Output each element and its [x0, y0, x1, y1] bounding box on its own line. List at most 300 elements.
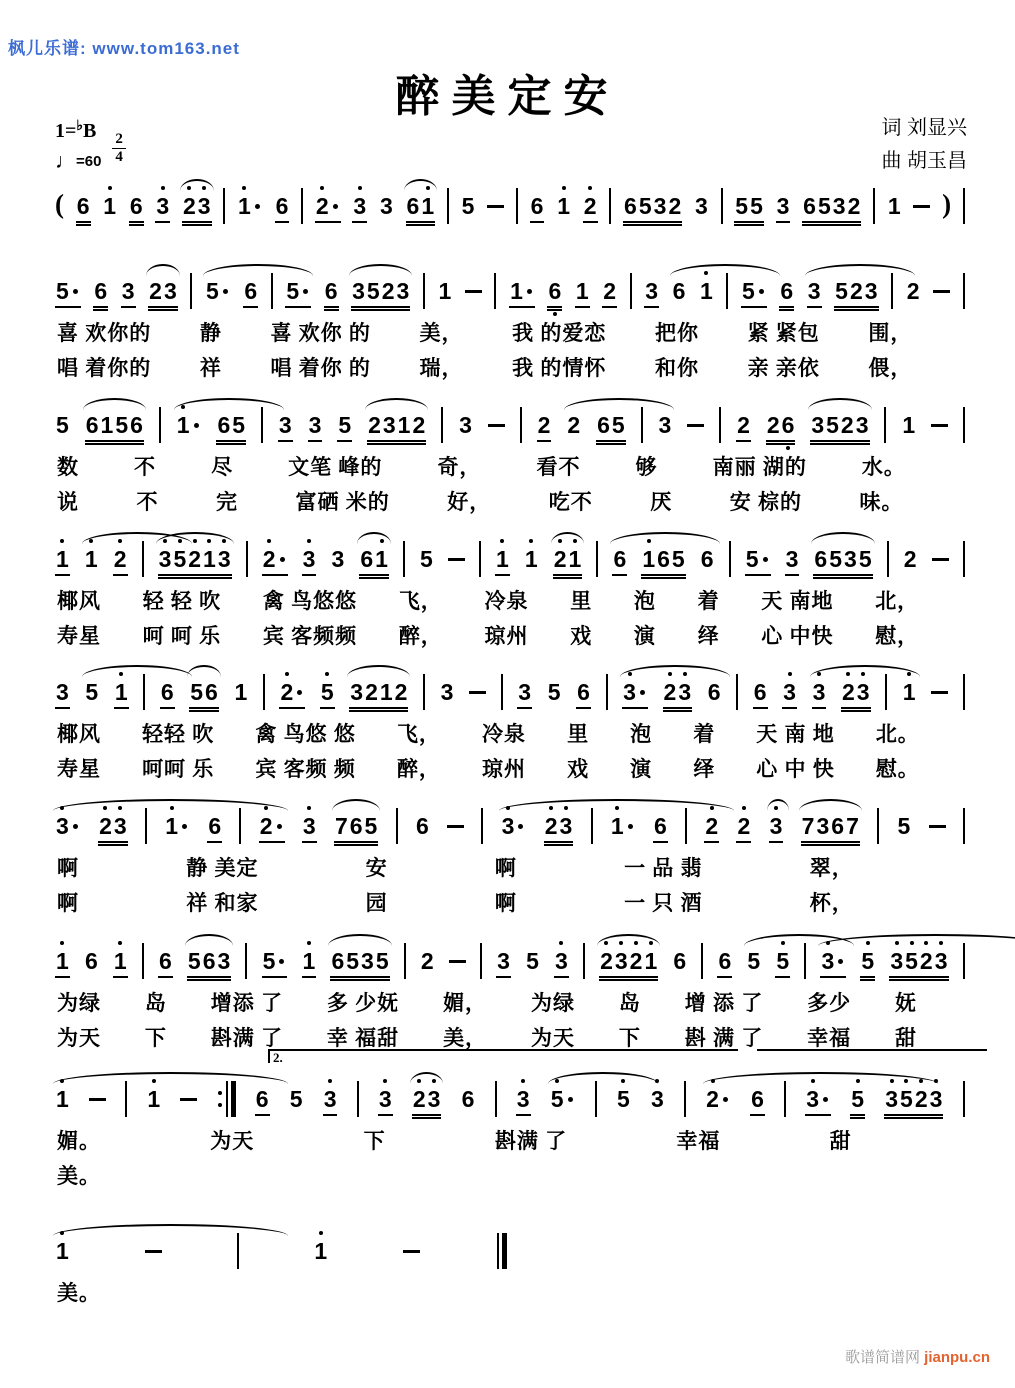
lyric-segment: 甜 — [895, 1026, 918, 1050]
note-token — [102, 193, 117, 221]
site-url-link[interactable]: www.tom163.net — [92, 39, 240, 58]
note-token — [717, 948, 732, 978]
note-digit: 3 — [382, 412, 396, 438]
note-digit: 3 — [844, 546, 857, 572]
note-digit: 1 — [887, 193, 901, 219]
lyric-segment: 里 — [570, 589, 593, 613]
lyric-segment: 为天 — [210, 1129, 255, 1153]
lyric-segment: 和你 — [654, 356, 699, 380]
lyric-segment: 椰风 — [57, 589, 101, 613]
note-digit: 3 — [650, 1086, 664, 1112]
note-digit: 3 — [769, 813, 783, 839]
note-digit: 5 — [638, 193, 652, 219]
augmentation-dot — [518, 824, 523, 829]
note-token — [699, 278, 714, 306]
lyric-segment: 琼州 — [484, 624, 529, 648]
barline — [596, 541, 598, 577]
note-digit: 3 — [396, 278, 410, 304]
note-token — [379, 193, 394, 221]
dash-note — [932, 558, 949, 561]
final-barline — [495, 1233, 507, 1269]
lyric-segment: 唱 着你 的 — [270, 356, 371, 380]
barline — [495, 1081, 497, 1117]
note-token — [349, 679, 408, 712]
note-token — [653, 813, 668, 843]
note-token — [812, 679, 827, 709]
note-token — [76, 193, 91, 226]
lyric-segment: 味。 — [859, 490, 904, 514]
note-digit: 6 — [461, 1086, 475, 1112]
lyric-segment: 静 美定 — [186, 856, 259, 880]
lyric-segment: 慰。 — [875, 757, 920, 781]
lyric-segment: 安 — [365, 856, 388, 880]
barline — [591, 808, 593, 844]
note-digit: 1 — [314, 1238, 328, 1264]
composer-credit: 曲 胡玉昌 — [881, 150, 967, 172]
note-token — [553, 546, 583, 579]
barline — [143, 674, 145, 710]
note-digit: 1 — [642, 546, 656, 572]
lyric-segment: 看不 — [536, 455, 581, 479]
lyric-segment: 完 — [216, 490, 238, 514]
note-digit: 3 — [361, 948, 374, 974]
note-digit: 3 — [855, 412, 869, 438]
note-token — [323, 1086, 338, 1116]
note-digit: 3 — [832, 193, 846, 219]
note-token — [622, 679, 648, 709]
note-digit: 5 — [526, 948, 539, 974]
note-digit: 3 — [623, 679, 636, 705]
note-token — [461, 193, 476, 221]
note-token — [352, 193, 367, 223]
note-digit: 2 — [365, 679, 378, 705]
note-digit: 6 — [202, 948, 216, 974]
note-digit: 1 — [610, 813, 624, 839]
note-token — [810, 412, 869, 445]
note-digit: 6 — [84, 948, 98, 974]
note-token — [566, 412, 581, 440]
note-digit: 3 — [217, 546, 231, 572]
meter-numerator: 2 — [112, 131, 126, 149]
notation-row-6 — [55, 813, 965, 855]
note-digit: 1 — [114, 679, 128, 705]
note-token — [672, 278, 687, 306]
note-digit: 3 — [653, 193, 667, 219]
note-digit: 2 — [583, 193, 597, 219]
dash-note — [447, 825, 464, 828]
barline — [261, 407, 263, 443]
flat-icon: ♭ — [76, 119, 84, 134]
note-token — [802, 193, 861, 226]
note-digit: 5 — [375, 948, 389, 974]
footer-site-link[interactable]: jianpu.cn — [924, 1349, 990, 1366]
note-digit: 6 — [205, 679, 218, 705]
lyric-segment: 媚， — [443, 991, 488, 1015]
lyric-segment: 呵 呵 乐 — [142, 624, 222, 648]
note-digit: 6 — [217, 412, 231, 438]
note-digit: 2 — [919, 948, 933, 974]
dash-note — [465, 290, 482, 293]
lyric-row — [57, 1277, 961, 1307]
lyric-segment: 奇， — [437, 455, 482, 479]
note-token — [766, 412, 796, 445]
augmentation-dot — [73, 824, 78, 829]
note-digit: 2 — [737, 412, 750, 438]
tempo-value: =60 — [76, 153, 102, 170]
dash-note — [913, 205, 930, 208]
note-digit: 3 — [785, 546, 799, 572]
lyric-segment: 吃不 — [548, 490, 593, 514]
notation-row-8 — [55, 1086, 965, 1128]
note-digit: 1 — [510, 278, 523, 304]
notation-row-7 — [55, 948, 965, 990]
note-token — [164, 813, 190, 841]
note-digit: 7 — [334, 813, 348, 839]
note-digit: 2 — [188, 546, 202, 572]
note-digit: 1 — [103, 193, 117, 219]
note-digit: 3 — [645, 278, 659, 304]
dash-note — [487, 205, 504, 208]
note-digit: 2 — [394, 679, 408, 705]
lyric-segment: 斟满 了 — [494, 1129, 568, 1153]
dash-note — [469, 691, 486, 694]
note-token — [406, 193, 436, 226]
note-token — [55, 1238, 70, 1266]
page-title: 醉美定安 — [395, 72, 620, 121]
note-digit: 3 — [694, 193, 708, 219]
note-token — [745, 546, 771, 576]
lyric-segment: 为绿 — [57, 991, 101, 1015]
note-token — [330, 546, 345, 574]
dash-note — [403, 1250, 420, 1253]
lyric-segment: 美。 — [57, 1281, 101, 1305]
dash-note — [89, 1098, 106, 1101]
lyric-segment: 一 品 翡 — [624, 856, 703, 880]
note-token — [769, 813, 784, 843]
note-token — [495, 546, 510, 576]
note-digit: 5 — [745, 546, 759, 572]
note-digit: 1 — [557, 193, 570, 219]
note-digit: 1 — [421, 193, 435, 219]
lyric-segment: 北， — [875, 589, 920, 613]
note-digit: 6 — [406, 193, 420, 219]
note-token — [55, 813, 81, 841]
note-token — [420, 948, 435, 976]
note-digit: 2 — [113, 546, 127, 572]
barline — [423, 674, 425, 710]
lyric-row — [57, 887, 961, 917]
note-digit: 5 — [750, 193, 763, 219]
note-digit: 6 — [654, 813, 667, 839]
note-digit: 3 — [518, 679, 532, 705]
dash-note — [931, 691, 948, 694]
note-digit: 2 — [903, 546, 917, 572]
lyric-segment: 天 南地 — [761, 589, 834, 613]
note-token — [616, 1086, 631, 1114]
note-token — [820, 948, 846, 978]
note-digit: 2 — [420, 948, 434, 974]
barline — [501, 674, 503, 710]
dash-note — [931, 424, 948, 427]
notation-row-3 — [55, 412, 965, 454]
lyric-segment: 多少 — [807, 991, 852, 1015]
augmentation-dot — [280, 557, 285, 562]
note-digit: 5 — [826, 412, 839, 438]
augmentation-dot — [640, 690, 645, 695]
note-digit: 3 — [934, 948, 948, 974]
note-digit: 5 — [190, 679, 204, 705]
note-digit: 6 — [360, 546, 374, 572]
note-digit: 5 — [776, 948, 790, 974]
note-token — [901, 412, 916, 440]
note-token — [602, 278, 617, 308]
barline — [963, 273, 965, 309]
lyric-segment: 数 — [57, 455, 79, 479]
note-digit: 3 — [350, 679, 364, 705]
note-token — [705, 1086, 731, 1114]
note-token — [275, 193, 290, 223]
note-digit: 3 — [678, 679, 692, 705]
barline — [891, 273, 893, 309]
quarter-note-icon: ♩ — [55, 150, 76, 173]
lyric-segment: 园 — [365, 891, 388, 915]
augmentation-dot — [838, 959, 843, 964]
note-token — [746, 948, 761, 976]
lyric-segment: 幸 福甜 — [326, 1026, 400, 1050]
note-token — [302, 546, 317, 576]
note-token — [672, 948, 687, 976]
dash-note — [929, 825, 946, 828]
note-token — [663, 679, 693, 712]
lyric-segment: 着 — [693, 722, 716, 746]
lyric-segment: 媚。 — [57, 1129, 101, 1153]
dash-note — [448, 558, 465, 561]
lyric-segment: 喜 欢你的 — [57, 321, 152, 345]
note-digit: 1 — [575, 278, 589, 304]
note-digit: 6 — [275, 193, 289, 219]
note-token — [55, 948, 70, 978]
note-token — [415, 813, 430, 841]
note-token — [644, 278, 659, 308]
tempo-marking — [55, 150, 101, 174]
note-digit: 6 — [624, 193, 637, 219]
lyric-segment: 醉， — [396, 757, 441, 781]
lyric-segment: 着 — [697, 589, 720, 613]
note-token — [85, 412, 144, 445]
lyric-row — [57, 1125, 961, 1155]
note-digit: 3 — [658, 412, 672, 438]
barline — [223, 188, 225, 224]
lyric-segment: 岛 — [618, 991, 641, 1015]
barline — [494, 273, 496, 309]
note-token — [437, 278, 452, 306]
note-token — [55, 278, 81, 308]
note-token — [547, 278, 562, 311]
note-digit: 5 — [900, 1086, 913, 1112]
lyric-segment: 泡 — [633, 589, 656, 613]
note-digit: 2 — [603, 278, 617, 304]
note-digit: 5 — [741, 278, 755, 304]
note-digit: 6 — [657, 546, 670, 572]
barline — [684, 1081, 686, 1117]
lyric-row — [57, 1160, 961, 1190]
footer-site-name: 歌谱简谱网 — [844, 1349, 925, 1366]
lyric-segment: 宾 客频 频 — [255, 757, 356, 781]
lyric-segment: 好， — [447, 490, 492, 514]
note-token — [114, 679, 129, 709]
note-token — [55, 546, 70, 576]
note-digit: 6 — [672, 278, 686, 304]
note-digit: 1 — [700, 278, 713, 304]
note-digit: 5 — [338, 412, 352, 438]
barline — [963, 943, 965, 979]
note-digit: 3 — [501, 813, 515, 839]
augmentation-dot — [255, 204, 260, 209]
lyric-segment: 醉， — [398, 624, 443, 648]
note-digit: 6 — [158, 948, 172, 974]
note-token — [158, 546, 232, 579]
note-digit: 1 — [100, 412, 114, 438]
barline — [736, 674, 738, 710]
barline — [246, 541, 248, 577]
lyric-segment: 围， — [868, 321, 913, 345]
note-digit: 6 — [324, 278, 338, 304]
note-digit: 3 — [497, 948, 510, 974]
lyric-segment: 寿星 — [57, 624, 101, 648]
note-digit: 1 — [302, 948, 316, 974]
note-digit: 2 — [567, 412, 581, 438]
note-token — [121, 278, 136, 308]
notation-row-5 — [55, 679, 965, 721]
barline — [963, 1081, 965, 1117]
note-token — [461, 1086, 476, 1114]
note-digit: 6 — [780, 278, 794, 304]
note-token — [259, 813, 285, 843]
note-token — [187, 948, 231, 981]
note-digit: 2 — [149, 278, 162, 304]
note-token — [262, 948, 288, 978]
note-token — [801, 813, 860, 846]
lyric-segment: 慰， — [875, 624, 920, 648]
note-token — [741, 278, 767, 308]
note-token — [359, 546, 389, 579]
note-token — [84, 546, 99, 574]
note-digit: 1 — [147, 1086, 161, 1112]
barline — [190, 273, 192, 309]
lyric-segment: 里 — [567, 722, 590, 746]
note-digit: 5 — [817, 193, 831, 219]
note-token — [279, 679, 305, 709]
barline — [480, 943, 482, 979]
note-token — [753, 679, 768, 709]
note-digit: 1 — [379, 679, 393, 705]
note-token — [547, 679, 562, 707]
dash-note — [180, 1098, 197, 1101]
note-digit: 5 — [420, 546, 433, 572]
note-token — [530, 193, 545, 223]
lyric-segment: 尽 — [211, 455, 234, 479]
lyric-segment: 啊 — [494, 891, 517, 915]
note-digit: 6 — [831, 813, 845, 839]
note-digit: 6 — [530, 193, 544, 219]
barline — [271, 273, 273, 309]
notation-row-2 — [55, 278, 965, 320]
note-digit: 5 — [85, 679, 99, 705]
lyric-segment: 戏 — [567, 757, 590, 781]
barline — [447, 188, 449, 224]
barline — [701, 943, 703, 979]
note-digit: 3 — [56, 679, 69, 705]
lyric-segment: 瑞， — [419, 356, 464, 380]
note-digit: 6 — [76, 193, 90, 219]
note-token — [750, 1086, 765, 1116]
lyric-segment: 一 只 酒 — [624, 891, 703, 915]
barline — [726, 273, 728, 309]
note-token — [55, 679, 70, 709]
note-digit: 5 — [905, 948, 918, 974]
note-token — [262, 546, 288, 576]
note-digit: 3 — [278, 412, 292, 438]
barline — [595, 1081, 597, 1117]
note-token — [412, 1086, 442, 1119]
note-digit: 3 — [378, 1086, 392, 1112]
note-digit: 2 — [544, 813, 558, 839]
note-token — [775, 948, 790, 978]
note-digit: 2 — [841, 679, 855, 705]
note-digit: 1 — [234, 679, 248, 705]
lyric-segment: 飞， — [396, 722, 441, 746]
note-digit: 3 — [890, 948, 904, 974]
note-digit: 5 — [611, 412, 625, 438]
note-token — [509, 278, 535, 308]
augmentation-dot — [568, 1097, 573, 1102]
note-token — [537, 412, 552, 442]
barline — [719, 407, 721, 443]
barline — [396, 808, 398, 844]
note-token — [612, 546, 627, 576]
note-digit: 3 — [308, 412, 322, 438]
note-digit: 5 — [262, 948, 276, 974]
footer-watermark — [845, 1346, 990, 1367]
note-digit: 5 — [671, 546, 685, 572]
note-digit: 3 — [440, 679, 454, 705]
volta-bracket — [268, 1049, 738, 1063]
note-digit: 5 — [187, 948, 201, 974]
note-digit: 3 — [302, 813, 316, 839]
lyric-segment: 椰风 — [57, 722, 101, 746]
lyric-segment: 甜 — [829, 1129, 852, 1153]
note-token — [243, 278, 258, 308]
note-digit: 6 — [255, 1086, 269, 1112]
note-digit: 5 — [286, 278, 300, 304]
note-digit: 3 — [163, 278, 177, 304]
note-token — [129, 193, 144, 226]
notation-row-1 — [55, 189, 965, 235]
augmentation-dot — [223, 289, 228, 294]
note-token — [458, 412, 473, 440]
note-digit: 1 — [113, 948, 127, 974]
note-digit: 6 — [597, 412, 610, 438]
barline — [641, 407, 643, 443]
lyric-segment: 斟 满 了 — [684, 1026, 764, 1050]
note-digit: 5 — [56, 278, 69, 304]
note-token — [205, 278, 231, 306]
note-digit: 3 — [113, 813, 127, 839]
note-digit: 6 — [160, 679, 174, 705]
note-token — [650, 1086, 665, 1114]
barline — [145, 808, 147, 844]
note-token — [182, 193, 212, 226]
